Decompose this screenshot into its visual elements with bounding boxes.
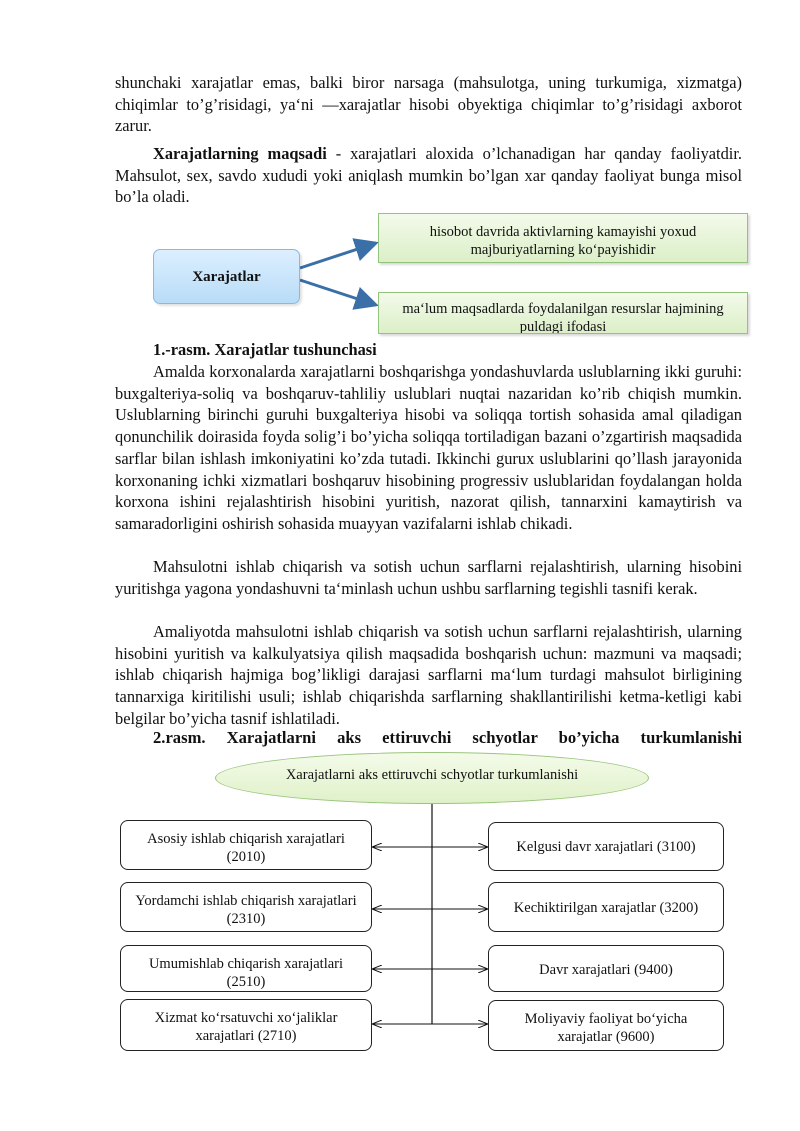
paragraph-classification-need: Mahsulotni ishlab chiqarish va sotish uchun sarflarni rejalashtirish, ularning hisobini yuritishga yagona yondashuvni ta‘minlash uchun ushbu sarflarning tegishli tasnifi kerak. bbox=[115, 557, 742, 598]
left-account-box-4: Xizmat ko‘rsatuvchi xo‘jaliklar xarajatlari (2710) bbox=[120, 999, 372, 1051]
definition-box-bottom: ma‘lum maqsadlarda foydalanilgan resurslar hajmining puldagi ifodasi bbox=[378, 292, 748, 334]
right-account-box-4: Moliyaviy faoliyat bo‘yicha xarajatlar (9600) bbox=[488, 1000, 724, 1051]
paragraph-intro: shunchaki xarajatlar emas, balki biror narsaga (mahsulotga, uning turkumiga, xizmatga) chiqimlar to’g’risidagi, ya‘ni ―xarajatlar hisobi obyektiga chiqimlar to’g’risidagi axborot zarur. bbox=[115, 73, 742, 136]
figure1-caption: 1.-rasm. Xarajatlar tushunchasi bbox=[153, 340, 377, 359]
left-account-box-3: Umumishlab chiqarish xarajatlari (2510) bbox=[120, 945, 372, 992]
classification-root-node: Xarajatlarni aks ettiruvchi schyotlar turkumlanishi bbox=[215, 752, 649, 804]
right-account-box-1: Kelgusi davr xarajatlari (3100) bbox=[488, 822, 724, 871]
right-account-box-2: Kechiktirilgan xarajatlar (3200) bbox=[488, 882, 724, 932]
arrow-to-top-definition bbox=[300, 243, 376, 268]
center-node-xarajatlar: Xarajatlar bbox=[153, 249, 300, 304]
paragraph-classification-criteria: Amaliyotda mahsulotni ishlab chiqarish va sotish uchun sarflarni rejalashtirish, ularning hisobini yuritish va kalkulyatsiya qilish maqsadida boshqarish uchun: mazmuni va maqsadi; ishlab chiqarish hajmiga bog’likligi darajasi sarflarni ma‘lum turdagi mahsulot birligining tannarxiga kiritilishi usuli; ishlab chiqarishda sarflarning shakllantirilishi ketma-ketligi kabi belgilar bo’yicha tasnif ishlatiladi. bbox=[115, 622, 742, 728]
goal-definition: - xarajatlari aloxida o’lchanadigan har qanday faoliyatdir. Mahsulot, sex, savdo xududi yoki aniqlash mumkin bo’lgan xar qanday faoliyat bunga misol bo’la oladi. bbox=[115, 144, 742, 207]
goal-term: Xarajatlarning maqsadi bbox=[153, 144, 327, 163]
paragraph-approaches: Amalda korxonalarda xarajatlarni boshqarishga yondashuvlarda uslublarning ikki guruhi: buxgalteriya-soliq va boshqaruv-tahliliy uslublari nuqtai nazaridan ko’rib chiqish mumkin. Uslublarning birinchi guruhi buxgalteriya hisobi va soliqqa tortish sohasida amal qiladigan qonunchilik doirasida foyda solig’i bo’yicha soliqqa tortiladigan bazani o’zgartirish maqsadida sarflar bilan ishlash imkoniyatini ko’zda tutadi. Ikkinchi gurux uslublarini qo’llash jarayonida korxonaning ichki xizmatlari boshqaruv hisobining progressiv uslublaridan foydalangan holda korxona ishini rejalashtirish hisobini yuritish, nazorat qilish, tannarxini kamaytirish va samaradorligini oshirish sohasida muayyan vazifalarni ishlab chikadi. bbox=[115, 362, 742, 533]
definition-box-top: hisobot davrida aktivlarning kamayishi yoxud majburiyatlarning ko‘payishidir bbox=[378, 213, 748, 263]
left-account-box-1: Asosiy ishlab chiqarish xarajatlari (2010) bbox=[120, 820, 372, 870]
figure2-caption: 2.rasm. Xarajatlarni aks ettiruvchi schyotlar bo’yicha turkumlanishi bbox=[153, 728, 742, 747]
left-account-box-2: Yordamchi ishlab chiqarish xarajatlari (2310) bbox=[120, 882, 372, 932]
arrow-to-bottom-definition bbox=[300, 280, 376, 305]
right-account-box-3: Davr xarajatlari (9400) bbox=[488, 945, 724, 992]
